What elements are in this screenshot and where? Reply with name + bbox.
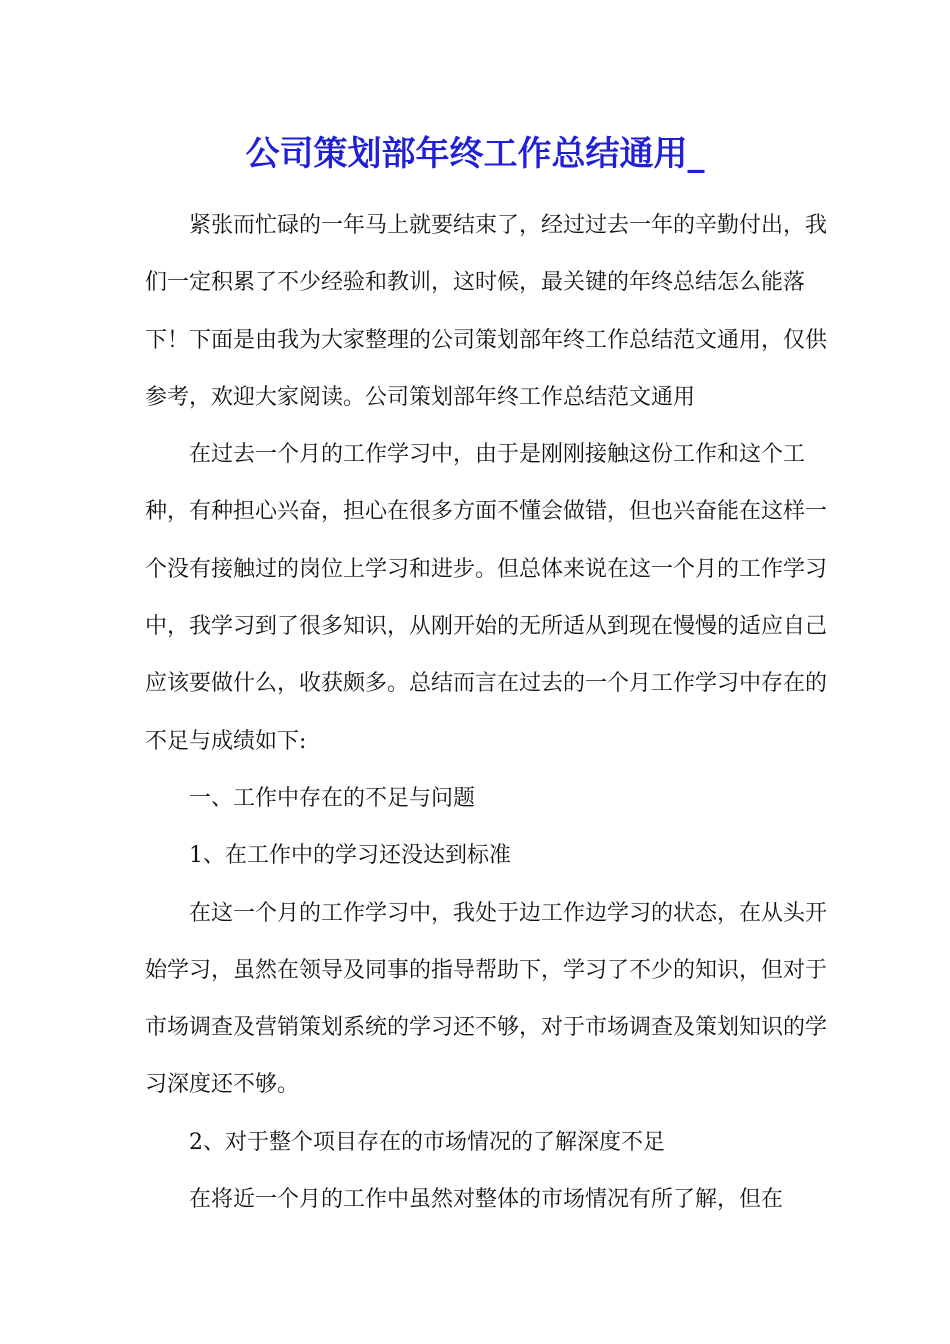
paragraph-market-details: 在将近一个月的工作中虽然对整体的市场情况有所了解，但在	[189, 1187, 784, 1213]
paragraph-past-month: 在过去一个月的工作学习中，由于是刚刚接触这份工作和这个工种，有种担心兴奋，担心在很多方面不懂会做错，但也兴奋能在这样一个没有接触过的岗位上学习和进步。但总体来说在这一个月的工作学习中，我学习到了很多知识，从刚开始的无所适从到现在慢慢的适应自己应该要做什么，收获颇多。总结而言在过去的一个月工作学习中存在的不足与成绩如下:	[145, 442, 828, 754]
document-title: 公司策划部年终工作总结通用_	[245, 134, 705, 174]
paragraph-study-details: 在这一个月的工作学习中，我处于边工作边学习的状态，在从头开始学习，虽然在领导及同事的指导帮助下，学习了不少的知识，但对于市场调查及营销策划系统的学习还不够，对于市场调查及策划知识的学习深度还不够。	[145, 900, 828, 1098]
section-heading-shortcomings: 一、工作中存在的不足与问题	[189, 785, 476, 811]
document-body	[145, 197, 835, 1228]
paragraph-intro: 紧张而忙碌的一年马上就要结束了，经过过去一年的辛勤付出，我们一定积累了不少经验和教训，这时候，最关键的年终总结怎么能落下！下面是由我为大家整理的公司策划部年终工作总结范文通用，仅供参考，欢迎大家阅读。公司策划部年终工作总结范文通用	[145, 213, 828, 410]
subheading-study-standard: 1、在工作中的学习还没达到标准	[189, 843, 511, 869]
subheading-market-understanding: 2、对于整个项目存在的市场情况的了解深度不足	[189, 1129, 665, 1155]
